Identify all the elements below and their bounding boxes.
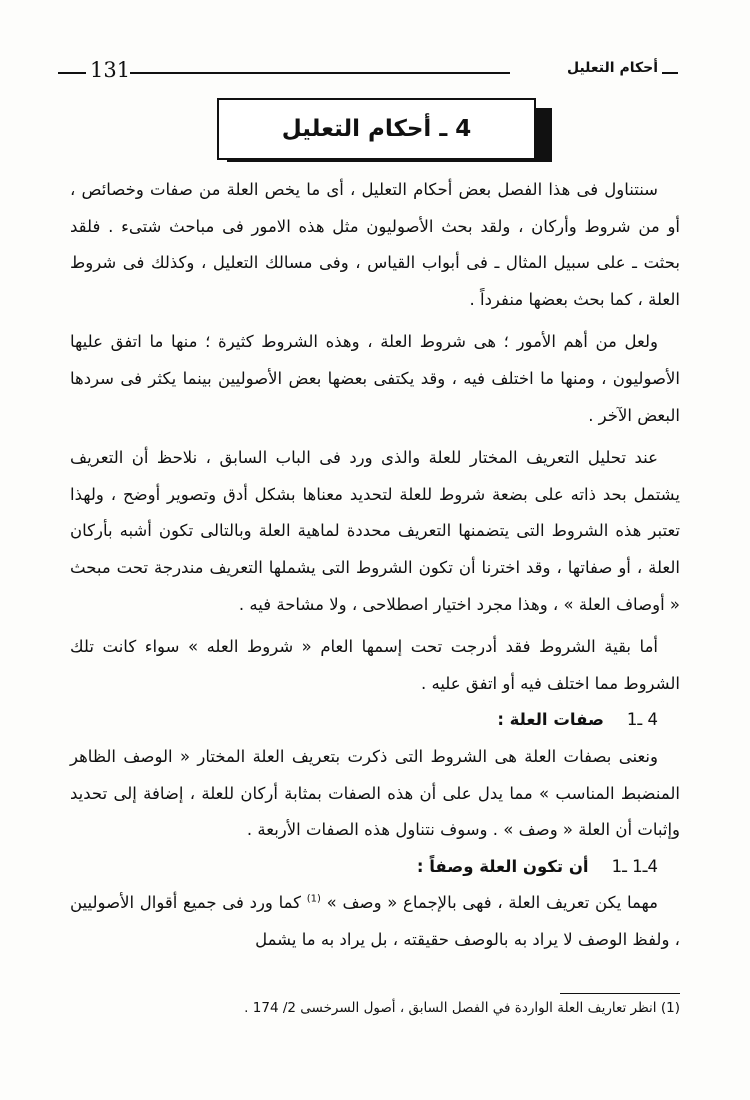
paragraph-1: سنتناول فى هذا الفصل بعض أحكام التعليل ، أى ما يخص العلة من صفات وخصائص ، أو من شروط وأركان ، ولقد بحث الأصوليون مثل هذه الامور فى مباحث شتىء . فلقد بحثت ـ على سبيل المثال ـ فى أبواب القياس ، وفى مسالك التعليل ، وكذلك فى شروط العلة ، كما بحث بعضها منفرداً . bbox=[70, 180, 680, 309]
paragraph-6 bbox=[70, 885, 680, 958]
footnote-separator bbox=[560, 993, 680, 994]
page-number: 131 bbox=[90, 58, 131, 82]
section-title-box bbox=[217, 98, 536, 160]
header-rule-left bbox=[58, 72, 86, 74]
paragraph-3: عند تحليل التعريف المختار للعلة والذى ورد فى الباب السابق ، نلاحظ أن التعريف يشتمل بحد ذاته على بضعة شروط للعلة لتحديد معناها بشكل أدق وتصوير أوضح ، ولهذا تعتبر هذه الشروط التى يتضمنها التعريف محددة لماهية العلة وبالتالى تكون أشبه بأركان العلة ، أو صفاتها ، وقد اخترنا أن تكون الشروط التى يشملها التعريف مندرجة تحت مبحث « أوصاف العلة » ، وهذا مجرد اختيار اصطلاحى ، ولا مشاحة فيه . bbox=[70, 448, 680, 614]
footnote-1: (1) انظر تعاريف العلة الواردة في الفصل السابق ، أصول السرخسى 2/ 174 . bbox=[244, 1000, 680, 1016]
heading-an-takun-wasfan bbox=[70, 849, 680, 886]
section-title: 4 ـ أحكام التعليل bbox=[281, 116, 472, 142]
page-header bbox=[58, 58, 678, 88]
header-rule-middle bbox=[130, 72, 510, 74]
paragraph-6-before: مهما يكن تعريف العلة ، فهى بالإجماع « وصف » bbox=[326, 893, 659, 913]
heading-1-text: صفات العلة : bbox=[497, 710, 604, 730]
paragraph-2: ولعل من أهم الأمور ؛ هى شروط العلة ، وهذه الشروط كثيرة ؛ منها ما اتفق عليها الأصوليون ، ومنها ما اختلف فيه ، وقد يكتفى بعضها بعض الأصوليين بينما يكثر فى سردها البعض الآخر . bbox=[70, 332, 680, 425]
heading-2-text: أن تكون العلة وصفاً : bbox=[416, 856, 589, 876]
paragraph-4: أما بقية الشروط فقد أدرجت تحت إسمها العام « شروط العله » سواء كانت تلك الشروط مما اختلف فيه أو اتفق عليه . bbox=[70, 637, 680, 693]
body-text bbox=[70, 172, 680, 958]
running-title: أحكام التعليل bbox=[566, 60, 658, 76]
heading-2-number: 4ـ1 ـ1 bbox=[611, 856, 658, 876]
paragraph-6-after: كما ورد فى جميع أقوال الأصوليين ، ولفظ الوصف لا يراد به بالوصف حقيقته ، بل يراد به ما يشمل bbox=[70, 893, 680, 949]
header-rule-right bbox=[662, 72, 678, 74]
footnote-reference: (1) bbox=[306, 893, 321, 905]
heading-1-number: 4 ـ1 bbox=[626, 710, 658, 730]
paragraph-5: ونعنى بصفات العلة هى الشروط التى ذكرت بتعريف العلة المختار « الوصف الظاهر المنضبط المناسب » مما يدل على أن هذه الصفات بمثابة أركان للعلة ، إضافة إلى تحديد وإثبات أن العلة « وصف » . وسوف نتناول هذه الصفات الأربعة . bbox=[70, 746, 680, 840]
heading-sifat-al-illa bbox=[70, 702, 680, 739]
